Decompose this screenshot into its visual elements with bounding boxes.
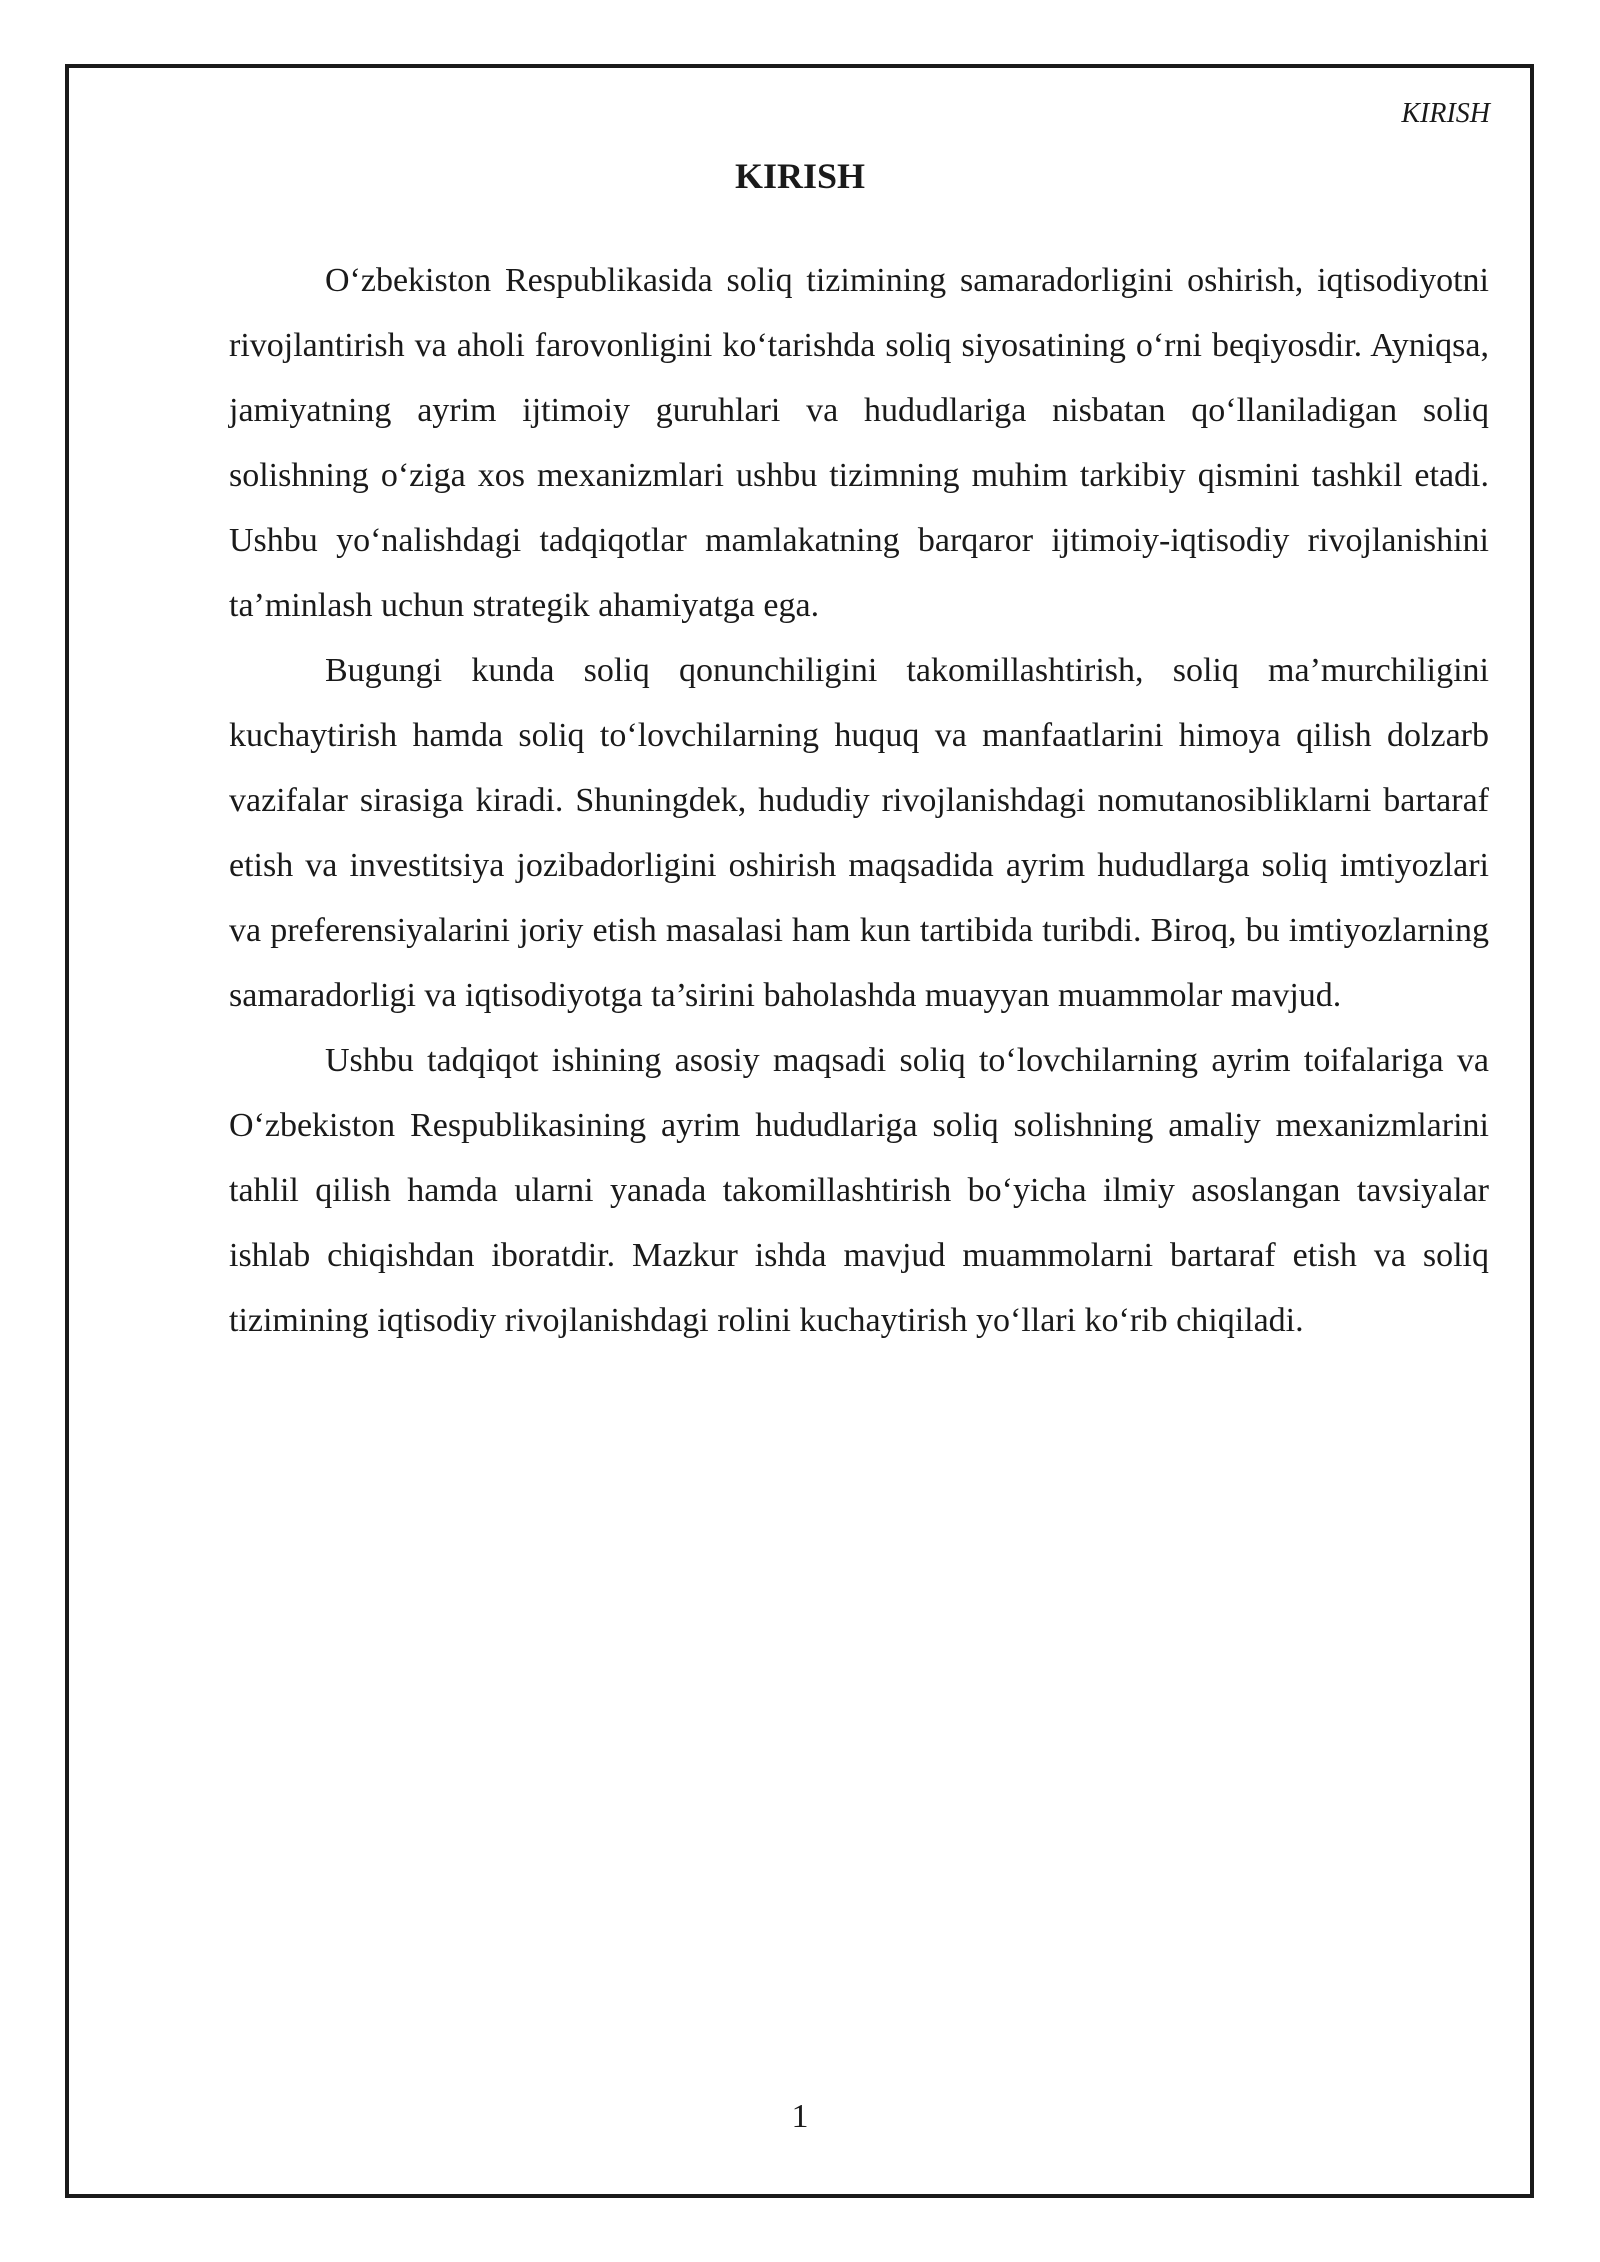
chapter-title: KIRISH [734,156,866,196]
page-number: 1 [791,2098,809,2135]
paragraph-1: O‘zbekiston Respublikasida soliq tizimining samaradorligini oshirish, iqtisodiyotni rivojlantirish va aholi farovonligini ko‘tarishda soliq siyosatining o‘rni beqiyosdir. Ayniqsa, jamiyatning ayrim ijtimoiy guruhlari va hududlariga nisbatan qo‘llaniladigan soliq solishning o‘ziga xos mexanizmlari ushbu tizimning muhim tarkibiy qismini tashkil etadi. Ushbu yo‘nalishdagi tadqiqotlar mamlakatning barqaror ijtimoiy-iqtisodiy rivojlanishini ta’minlash uchun strategik ahamiyatga ega. [229,262,1489,624]
paragraph-3: Ushbu tadqiqot ishining asosiy maqsadi soliq to‘lovchilarning ayrim toifalariga va O‘zbekiston Respublikasining ayrim hududlariga soliq solishning amaliy mexanizmlarini tahlil qilish hamda ularni yanada takomillashtirish bo‘yicha ilmiy asoslangan tavsiyalar ishlab chiqishdan iboratdir. Mazkur ishda mavjud muammolarni bartaraf etish va soliq tizimining iqtisodiy rivojlanishdagi rolini kuchaytirish yo‘llari ko‘rib chiqiladi. [229,1042,1489,1339]
body-text [229,248,1489,1353]
running-header: KIRISH [1401,98,1490,129]
paragraph-2: Bugungi kunda soliq qonunchiligini takomillashtirish, soliq ma’murchiligini kuchaytirish hamda soliq to‘lovchilarning huquq va manfaatlarini himoya qilish dolzarb vazifalar sirasiga kiradi. Shuningdek, hududiy rivojlanishdagi nomutanosibliklarni bartaraf etish va investitsiya jozibadorligini oshirish maqsadida ayrim hududlarga soliq imtiyozlari va preferensiyalarini joriy etish masalasi ham kun tartibida turibdi. Biroq, bu imtiyozlarning samaradorligi va iqtisodiyotga ta’sirini baholashda muayyan muammolar mavjud. [229,652,1489,1014]
